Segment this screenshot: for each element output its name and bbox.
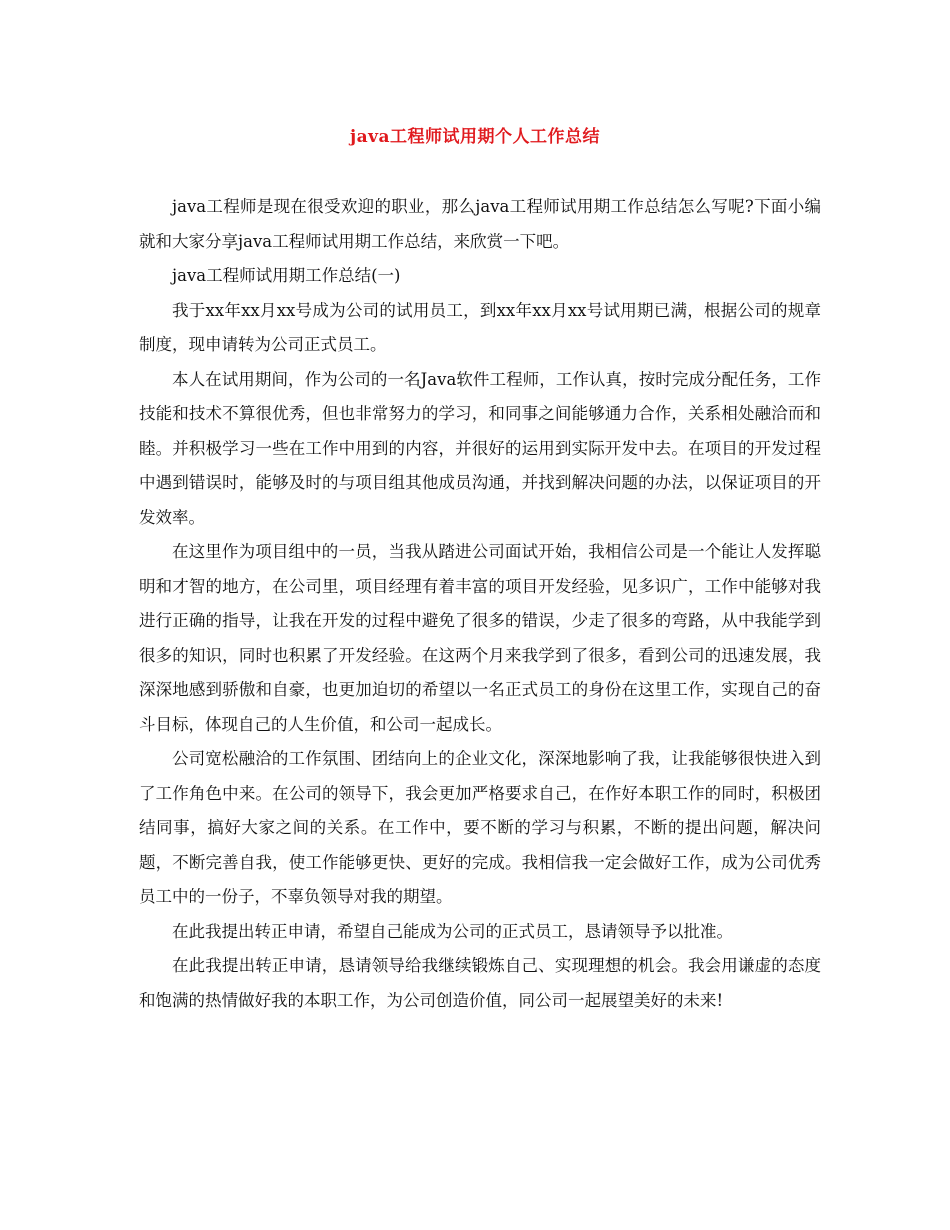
paragraph-application: 在此我提出转正申请，希望自己能成为公司的正式员工，恳请领导予以批准。 bbox=[172, 921, 733, 941]
paragraph-performance: 本人在试用期间，作为公司的一名Java软件工程师，工作认真，按时完成分配任务，工作技能和技术不算很优秀，但也非常努力的学习，和同事之间能够通力合作，关系相处融洽而和睦。并积极学习一些在工作中用到的内容，并很好的运用到实际开发中去。在项目的开发过程中遇到错误时，能够及时的与项目组其他成员沟通，并找到解决问题的办法，以保证项目的开发效率。 bbox=[139, 369, 821, 527]
document-title: java工程师试用期个人工作总结 bbox=[349, 127, 601, 147]
paragraph-culture: 公司宽松融洽的工作氛围、团结向上的企业文化，深深地影响了我，让我能够很快进入到了工作角色中来。在公司的领导下，我会更加严格要求自己，在作好本职工作的同时，积极团结同事，搞好大家之间的关系。在工作中，要不断的学习与积累，不断的提出问题，解决问题，不断完善自我，使工作能够更快、更好的完成。我相信我一定会做好工作，成为公司优秀员工中的一份子，不辜负领导对我的期望。 bbox=[139, 749, 821, 906]
section-heading: java工程师试用期工作总结(一) bbox=[172, 266, 401, 285]
paragraph-team: 在这里作为项目组中的一员，当我从踏进公司面试开始，我相信公司是一个能让人发挥聪明和才智的地方，在公司里，项目经理有着丰富的项目开发经验，见多识广，工作中能够对我进行正确的指导，让我在开发的过程中避免了很多的错误，少走了很多的弯路，从中我能学到很多的知识，同时也积累了开发经验。在这两个月来我学到了很多，看到公司的迅速发展，我深深地感到骄傲和自豪，也更加迫切的希望以一名正式员工的身份在这里工作，实现自己的奋斗目标，体现自己的人生价值，和公司一起成长。 bbox=[139, 542, 821, 734]
paragraph-probation: 我于xx年xx月xx号成为公司的试用员工，到xx年xx月xx号试用期已满，根据公司的规章制度，现申请转为公司正式员工。 bbox=[139, 300, 821, 354]
paragraph-closing: 在此我提出转正申请，恳请领导给我继续锻炼自己、实现理想的机会。我会用谦虚的态度和饱满的热情做好我的本职工作，为公司创造价值，同公司一起展望美好的未来! bbox=[139, 956, 821, 1010]
paragraph-intro: java工程师是现在很受欢迎的职业，那么java工程师试用期工作总结怎么写呢?下面小编就和大家分享java工程师试用期工作总结，来欣赏一下吧。 bbox=[139, 197, 821, 251]
document-body bbox=[139, 190, 821, 1018]
